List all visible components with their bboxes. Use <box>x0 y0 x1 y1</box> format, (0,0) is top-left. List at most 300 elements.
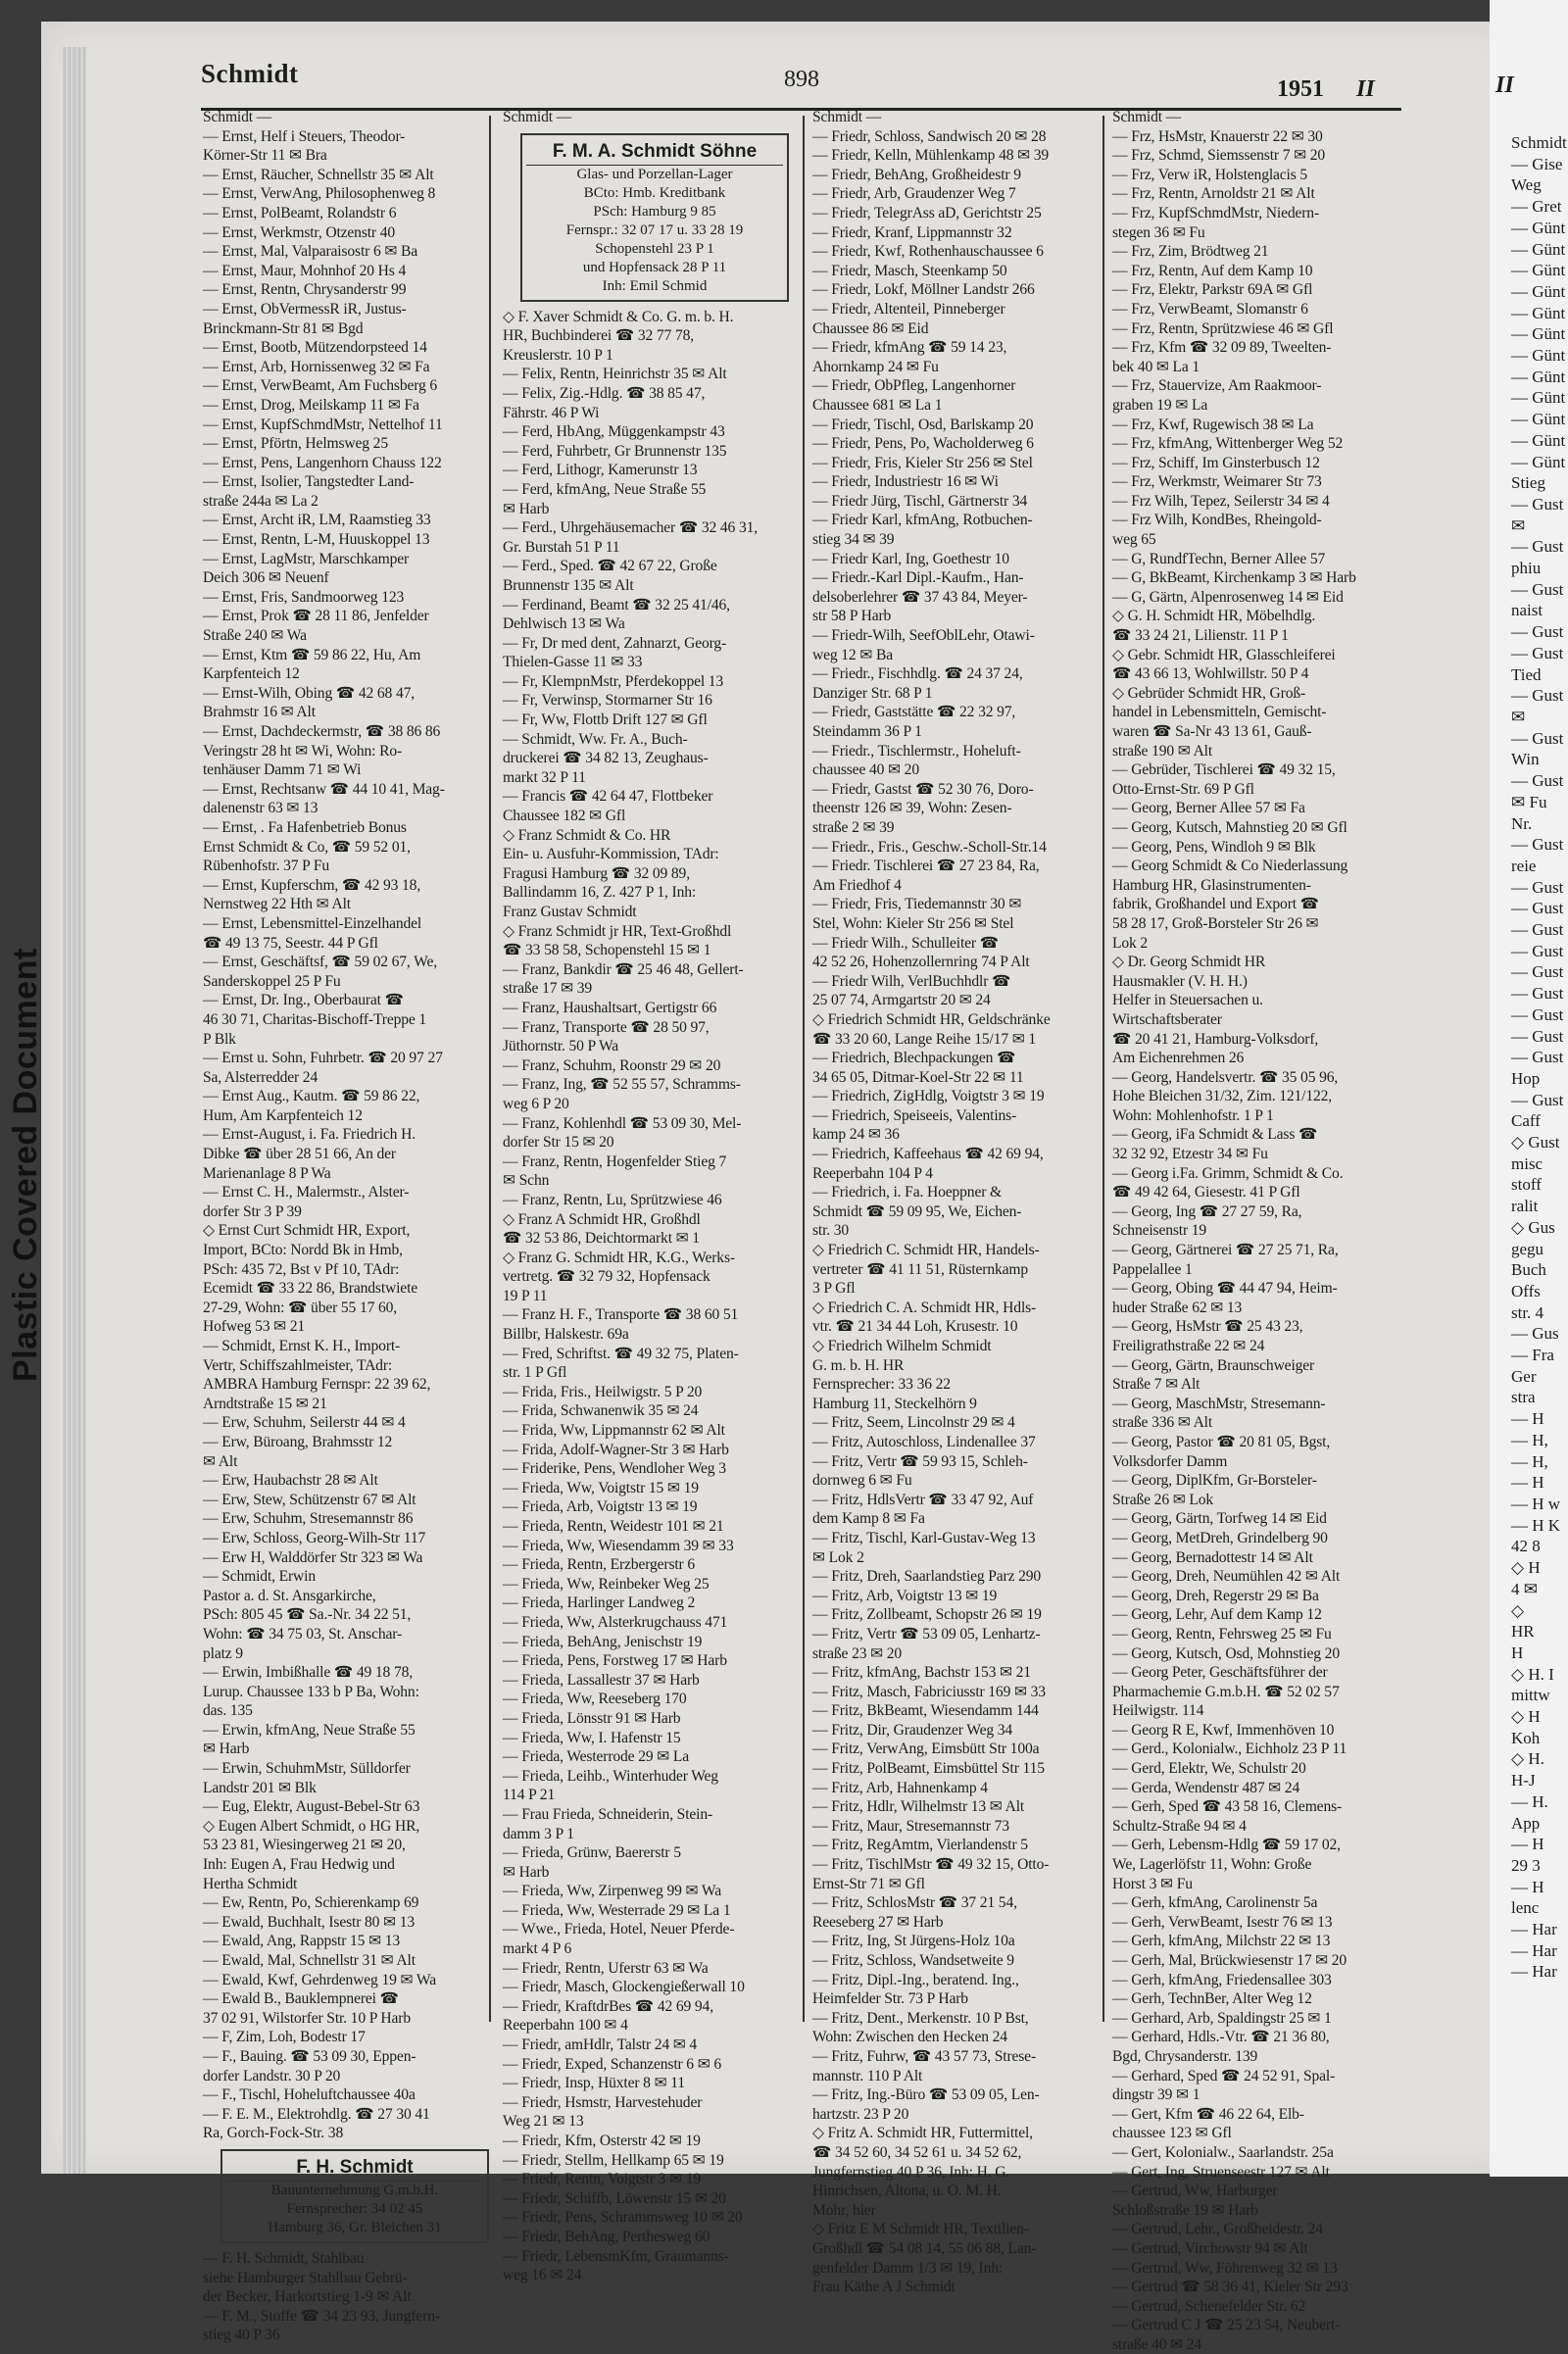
adjacent-entry-fragment: — Gust <box>1511 984 1564 1004</box>
directory-entry-line: — Fritz, TischlMstr ☎ 49 32 15, Otto- <box>812 1856 1050 1874</box>
adjacent-entry-fragment: — H <box>1511 1877 1544 1896</box>
directory-entry-line: — Fritz, Vertr ☎ 53 09 05, Lenhartz- <box>812 1625 1041 1643</box>
adjacent-entry-fragment: Ger <box>1511 1366 1537 1386</box>
adjacent-entry-fragment: — Gust <box>1511 537 1564 557</box>
directory-entry-line: — Frz, Rentn, Sprützwiese 46 ✉ Gfl <box>1112 319 1334 337</box>
directory-entry-line: Ernst Schmidt & Co, ☎ 59 52 01, <box>203 838 411 856</box>
directory-entry-line: — Gert, Ing, Struenseestr 127 ✉ Alt <box>1112 2163 1330 2181</box>
directory-entry-line: Wohn: ☎ 34 75 03, St. Anschar- <box>203 1625 403 1643</box>
adjacent-entry-fragment: mittw <box>1511 1686 1550 1705</box>
directory-entry-line: — Friedrich, i. Fa. Hoeppner & <box>812 1184 1002 1202</box>
directory-entry-line: — Ewald, Kwf, Gehrdenweg 19 ✉ Wa <box>203 1971 436 1988</box>
page-number: 898 <box>784 67 819 92</box>
directory-entry-line: — Frz, kfmAng, Wittenberger Weg 52 <box>1112 435 1344 453</box>
directory-entry-line: — Frieda, Ww, I. Hafenstr 15 <box>503 1729 681 1746</box>
directory-entry-line: Steindamm 36 P 1 <box>812 723 922 740</box>
directory-entry-line: — Georg Schmidt & Co Niederlassung <box>1112 858 1348 875</box>
directory-column-2 <box>503 108 795 2284</box>
adjacent-entry-fragment: — Gus <box>1511 1324 1559 1344</box>
adjacent-entry-fragment: ralit <box>1511 1197 1539 1216</box>
directory-entry-line: straße 40 ✉ 24 <box>1112 2335 1202 2353</box>
ad-line: PSch: Hamburg 9 85 <box>593 203 716 220</box>
adjacent-entry-fragment: misc <box>1511 1153 1544 1173</box>
directory-column-4 <box>1112 108 1404 2353</box>
directory-entry-line: — Gerhard, Hdls.-Vtr. ☎ 21 36 80, <box>1112 2029 1330 2046</box>
directory-entry-line: dingstr 39 ✉ 1 <box>1112 2086 1200 2104</box>
directory-entry-line: — Frz, Verw iR, Holstenglacis 5 <box>1112 166 1308 183</box>
directory-entry-line: We, Lagerlöfstr 11, Wohn: Große <box>1112 1856 1312 1874</box>
directory-entry-line: — Franz, Haushaltsart, Gertigstr 66 <box>503 999 717 1016</box>
directory-entry-line: — Frieda, Ww, Wiesendamm 39 ✉ 33 <box>503 1537 734 1554</box>
adjacent-entry-fragment: Caff <box>1511 1111 1541 1131</box>
directory-entry-line: — Georg, DiplKfm, Gr-Borsteler- <box>1112 1472 1317 1490</box>
adjacent-entry-fragment: — Günt <box>1511 452 1566 471</box>
directory-entry-line: — Gertrud, Ww, Harburger <box>1112 2182 1278 2200</box>
directory-entry-line: Ein- u. Ausfuhr-Kommission, TAdr: <box>503 846 719 863</box>
directory-entry-line: ☎ 33 20 60, Lange Reihe 15/17 ✉ 1 <box>812 1030 1037 1048</box>
directory-entry-line: — Friedr., Tischlermstr., Hoheluft- <box>812 742 1021 760</box>
directory-entry-line: — Friedr, Exped, Schanzenstr 6 ✉ 6 <box>503 2055 722 2073</box>
directory-entry-line: markt 4 P 6 <box>503 1940 572 1958</box>
directory-entry-line: ✉ Harb <box>503 1863 550 1881</box>
directory-entry-line: Sanderskoppel 25 P Fu <box>203 972 341 990</box>
directory-entry-line: — Georg, Pens, Windloh 9 ✉ Blk <box>1112 838 1316 856</box>
directory-column-1 <box>203 108 495 2344</box>
directory-entry-line: — Ernst Aug., Kautm. ☎ 59 86 22, <box>203 1088 420 1105</box>
directory-entry-line: — Gerh, Sped ☎ 43 58 16, Clemens- <box>1112 1798 1343 1816</box>
directory-entry-line: ✉ Harb <box>203 1741 250 1758</box>
directory-entry-line: siehe Hamburger Stahlbau Gebrü- <box>203 2269 408 2286</box>
directory-entry-line: das. 135 <box>203 1702 253 1720</box>
directory-entry-line: — Fritz, Ing, St Jürgens-Holz 10a <box>812 1933 1015 1950</box>
directory-entry-line: — Friedr, Tischl, Osd, Barlskamp 20 <box>812 416 1034 433</box>
directory-entry-line: — F., Bauing. ☎ 53 09 30, Eppen- <box>203 2047 416 2065</box>
directory-entry-line: — Frida, Schwanenwik 35 ✉ 24 <box>503 1402 699 1420</box>
directory-entry-line: dem Kamp 8 ✉ Fa <box>812 1510 925 1528</box>
directory-entry-line: — Gerhard, Sped ☎ 24 52 91, Spal- <box>1112 2067 1336 2084</box>
directory-column-3 <box>812 108 1104 2296</box>
directory-entry-line: Fernsprecher: 33 36 22 <box>812 1376 951 1394</box>
directory-entry-line: — Gebrüder, Tischlerei ☎ 49 32 15, <box>1112 761 1336 779</box>
directory-entry-line: — Fritz, Arb, Voigtstr 13 ✉ 19 <box>812 1587 998 1604</box>
directory-entry-line: — Friedr. Tischlerei ☎ 27 23 84, Ra, <box>812 858 1040 875</box>
adjacent-entry-fragment: — Gust <box>1511 1090 1564 1109</box>
directory-entry-line: Franz Gustav Schmidt <box>503 904 637 920</box>
directory-entry-line: 114 P 21 <box>503 1787 556 1804</box>
directory-entry-line: — Friderike, Pens, Wendloher Weg 3 <box>503 1460 726 1478</box>
directory-entry-line: Hofweg 53 ✉ 21 <box>203 1318 306 1336</box>
directory-entry-line: — Ernst, Pförtn, Helmsweg 25 <box>203 435 388 453</box>
directory-entry-line: — Gerd, Elektr, We, Schulstr 20 <box>1112 1760 1306 1778</box>
directory-entry-line: ◇ Friedrich C. A. Schmidt HR, Hdls- <box>812 1299 1037 1316</box>
directory-entry-line: — Fritz, Maur, Stresemannstr 73 <box>812 1817 1009 1835</box>
adjacent-entry-fragment: — Gust <box>1511 643 1564 662</box>
directory-entry-line: — Erw, Schloss, Georg-Wilh-Str 117 <box>203 1529 426 1546</box>
directory-entry-line: 27-29, Wohn: ☎ über 55 17 60, <box>203 1299 398 1316</box>
adjacent-entry-fragment: Offs <box>1511 1281 1541 1300</box>
directory-entry-line: — Ferd, HbAng, Müggenkampstr 43 <box>503 423 725 441</box>
directory-entry-line: — Ernst, Maur, Mohnhof 20 Hs 4 <box>203 262 407 279</box>
directory-entry-line: Danziger Str. 68 P 1 <box>812 684 933 702</box>
directory-entry-line: Frau Käthe A J Schmidt <box>812 2279 956 2296</box>
directory-entry-line: dalenenstr 63 ✉ 13 <box>203 800 318 817</box>
directory-entry-line: ◇ Gebrüder Schmidt HR, Groß- <box>1112 684 1306 702</box>
directory-entry-line: — Friedr, Fris, Kieler Str 256 ✉ Stel <box>812 454 1033 471</box>
directory-entry-line: — Fred, Schriftst. ☎ 49 32 75, Platen- <box>503 1345 739 1362</box>
directory-entry-line: Landstr 201 ✉ Blk <box>203 1779 317 1796</box>
directory-entry-line: Stel, Wohn: Kieler Str 256 ✉ Stel <box>812 914 1014 932</box>
directory-entry-line: 19 P 11 <box>503 1287 548 1304</box>
running-head-name: Schmidt <box>201 59 299 88</box>
directory-entry-line: — Georg, Ing ☎ 27 27 59, Ra, <box>1112 1202 1302 1220</box>
ad-line: Inh: Emil Schmid <box>602 277 708 294</box>
adjacent-entry-fragment: ◇ H <box>1511 1558 1541 1578</box>
directory-entry-line: dornweg 6 ✉ Fu <box>812 1472 912 1490</box>
directory-entry-line: Hum, Am Karpfenteich 12 <box>203 1106 363 1124</box>
directory-entry-line: — Ernst, KupfSchmdMstr, Nettelhof 11 <box>203 416 443 433</box>
directory-entry-line: Deich 306 ✉ Neuenf <box>203 569 329 587</box>
directory-entry-line: ☎ 32 53 86, Deichtormarkt ✉ 1 <box>503 1230 700 1248</box>
adjacent-entry-fragment: ◇ <box>1511 1600 1525 1620</box>
directory-entry-line: — Frieda, BehAng, Jenischstr 19 <box>503 1633 703 1650</box>
directory-entry-line: — Frieda, Rentn, Erzbergerstr 6 <box>503 1556 695 1574</box>
adjacent-entry-fragment: — Günt <box>1511 281 1566 301</box>
directory-entry-line: — Friedr, BehAng, Großheidestr 9 <box>812 166 1021 183</box>
directory-entry-line: — Ewald B., Bauklempnerei ☎ <box>203 1990 399 2008</box>
directory-entry-line: — Ernst, Dr. Ing., Oberbaurat ☎ <box>203 992 404 1009</box>
directory-entry-line: — Friedr, Schiffb, Löwenstr 15 ✉ 20 <box>503 2189 726 2207</box>
adjacent-entry-fragment: — Günt <box>1511 388 1566 408</box>
directory-entry-line: ◇ Franz Schmidt jr HR, Text-Großhdl <box>503 922 732 940</box>
directory-entry-line: Arndtstraße 15 ✉ 21 <box>203 1395 327 1412</box>
directory-entry-line: — Georg, Handelsvertr. ☎ 35 05 96, <box>1112 1068 1339 1086</box>
directory-entry-line: — Frz, Rentn, Auf dem Kamp 10 <box>1112 262 1313 279</box>
directory-entry-line: — Frieda, Leihb., Winterhuder Weg <box>503 1767 718 1785</box>
directory-entry-line: Import, BCto: Nordd Bk in Hmb, <box>203 1242 403 1259</box>
directory-entry-line: ☎ 34 52 60, 34 52 61 u. 34 52 62, <box>812 2143 1022 2161</box>
directory-entry-line: — Friedr, KraftdrBes ☎ 42 69 94, <box>503 1997 713 2015</box>
directory-entry-line: — Gerh, Mal, Brückwiesenstr 17 ✉ 20 <box>1112 1952 1348 1969</box>
adjacent-volume-number: II <box>1495 73 1514 98</box>
directory-entry-line: — Frz, Schmd, Siemssenstr 7 ✉ 20 <box>1112 147 1326 165</box>
directory-entry-line: — Friedr, Fris, Tiedemannstr 30 ✉ <box>812 896 1022 913</box>
directory-entry-line: — Erw, Büroang, Brahmsstr 12 <box>203 1433 393 1450</box>
adjacent-entry-fragment: Schmidt <box>1511 133 1567 152</box>
directory-entry-line: — Franz H. F., Transporte ☎ 38 60 51 <box>503 1306 739 1324</box>
directory-entry-line: — Ernst, Lebensmittel-Einzelhandel <box>203 914 422 932</box>
directory-entry-line: — Fritz, HdlsVertr ☎ 33 47 92, Auf <box>812 1491 1034 1508</box>
directory-entry-line: — Frz, KupfSchmdMstr, Niedern- <box>1112 204 1319 221</box>
directory-entry-line: Karpfenteich 12 <box>203 665 300 683</box>
directory-entry-line: — Friedr, Lokf, Möllner Landstr 266 <box>812 281 1035 299</box>
directory-entry-line: vertretg. ☎ 32 79 32, Hopfensack <box>503 1268 710 1286</box>
directory-entry-line: — Gertrud, Virchowstr 94 ✉ Alt <box>1112 2239 1308 2257</box>
directory-entry-line: — Frieda, Ww, Zirpenweg 99 ✉ Wa <box>503 1883 721 1900</box>
directory-entry-line: Fragusi Hamburg ☎ 32 09 89, <box>503 864 690 882</box>
adjacent-entry-fragment: — Gust <box>1511 622 1564 642</box>
directory-entry-line: — Frieda, Ww, Reeseberg 170 <box>503 1691 687 1708</box>
directory-entry-line: — Friedrich, Speiseeis, Valentins- <box>812 1106 1017 1124</box>
directory-entry-line: Jüthornstr. 50 P Wa <box>503 1038 619 1055</box>
directory-entry-line: fabrik, Großhandel und Export ☎ <box>1112 896 1319 913</box>
directory-entry-line: — Fritz, Arb, Hahnenkamp 4 <box>812 1779 988 1796</box>
directory-entry-line: — Georg, Dreh, Neumühlen 42 ✉ Alt <box>1112 1568 1341 1586</box>
directory-entry-line: Wohn: Mohlenhofstr. 1 P 1 <box>1112 1106 1274 1124</box>
directory-entry-line: ☎ 43 66 13, Wohlwillstr. 50 P 4 <box>1112 665 1309 683</box>
directory-entry-line: — Frz Wilh, Tepez, Seilerstr 34 ✉ 4 <box>1112 492 1330 510</box>
directory-entry-line: ◇ Friedrich C. Schmidt HR, Handels- <box>812 1242 1040 1259</box>
directory-entry-line: — Frieda, Ww, Alsterkrugchauss 471 <box>503 1613 728 1631</box>
directory-entry-line: — Friedr, Kranf, Lippmannstr 32 <box>812 223 1012 241</box>
directory-entry-line: Ecemidt ☎ 33 22 86, Brandstwiete <box>203 1280 418 1298</box>
directory-entry-line: — Ferd, Lithogr, Kamerunstr 13 <box>503 462 698 479</box>
directory-entry-line: — Gert, Kfm ☎ 46 22 64, Elb- <box>1112 2105 1304 2123</box>
adjacent-entry-fragment: Buch <box>1511 1260 1546 1280</box>
directory-entry-line: — Georg i.Fa. Grimm, Schmidt & Co. <box>1112 1164 1344 1182</box>
directory-entry-line: — Ernst, Rechtsanw ☎ 44 10 41, Mag- <box>203 780 445 798</box>
directory-entry-line: damm 3 P 1 <box>503 1825 574 1842</box>
directory-entry-line: — Georg, Obing ☎ 44 47 94, Heim- <box>1112 1280 1338 1298</box>
directory-entry-line: dorfer Str 3 P 39 <box>203 1202 302 1220</box>
boxed-advertisement <box>220 2149 489 2243</box>
directory-entry-line: PSch: 805 45 ☎ Sa.-Nr. 34 22 51, <box>203 1606 412 1624</box>
directory-entry-line: ✉ Schn <box>503 1172 550 1190</box>
directory-entry-line: stieg 34 ✉ 39 <box>812 531 895 549</box>
ad-line: Glas- und Porzellan-Lager <box>576 166 733 182</box>
directory-entry-line: 25 07 74, Armgartstr 20 ✉ 24 <box>812 992 991 1009</box>
adjacent-entry-fragment: — H K <box>1511 1515 1561 1535</box>
directory-entry-line: straße 190 ✉ Alt <box>1112 742 1213 760</box>
directory-entry-line: tenhäuser Damm 71 ✉ Wi <box>203 761 362 779</box>
directory-entry-line: Vertr, Schiffszahlmeister, TAdr: <box>203 1356 393 1374</box>
directory-entry-line: theenstr 126 ✉ 39, Wohn: Zesen- <box>812 800 1012 817</box>
directory-entry-line: Chaussee 182 ✉ Gfl <box>503 808 626 825</box>
directory-entry-line: Weg 21 ✉ 13 <box>503 2113 584 2131</box>
directory-entry-line: — Ernst, LagMstr, Marschkamper <box>203 550 410 567</box>
directory-entry-line: Ernst-Str 71 ✉ Gfl <box>812 1875 925 1892</box>
directory-entry-line: — Fritz, Autoschloss, Lindenallee 37 <box>812 1433 1036 1450</box>
directory-entry-line: Thielen-Gasse 11 ✉ 33 <box>503 654 643 671</box>
directory-entry-line: — Frz, Elektr, Parkstr 69A ✉ Gfl <box>1112 281 1313 299</box>
directory-entry-line: Pastor a. d. St. Ansgarkirche, <box>203 1587 376 1604</box>
directory-entry-line: chaussee 123 ✉ Gfl <box>1112 2125 1232 2142</box>
directory-entry-line: — Friedr, Schloss, Sandwisch 20 ✉ 28 <box>812 127 1047 145</box>
directory-entry-line: — Ferd., Uhrgehäusemacher ☎ 32 46 31, <box>503 519 758 537</box>
directory-entry-line: — Friedr, Pens, Po, Wacholderweg 6 <box>812 435 1034 453</box>
directory-entry-line: — Erwin, kfmAng, Neue Straße 55 <box>203 1721 416 1739</box>
adjacent-entry-fragment: — Gust <box>1511 877 1564 897</box>
directory-entry-line: 32 32 92, Etzestr 34 ✉ Fu <box>1112 1146 1268 1163</box>
directory-entry-line: Hamburg HR, Glasinstrumenten- <box>1112 876 1311 894</box>
directory-entry-line: 46 30 71, Charitas-Bischoff-Treppe 1 <box>203 1010 427 1028</box>
directory-entry-line: — Frieda, Lassallestr 37 ✉ Harb <box>503 1671 700 1689</box>
directory-entry-line: — Franz, Ing, ☎ 52 55 57, Schramms- <box>503 1076 741 1094</box>
directory-entry-line: — Schmidt, Ww. Fr. A., Buch- <box>503 730 688 748</box>
directory-entry-line: — Friedr, Masch, Steenkamp 50 <box>812 262 1007 279</box>
directory-entry-line: — Erwin, Imbißhalle ☎ 49 18 78, <box>203 1664 413 1682</box>
adjacent-entry-fragment: — H w <box>1511 1495 1561 1513</box>
directory-entry-line: Reeperbahn 100 ✉ 4 <box>503 2017 628 2035</box>
directory-entry-line: Freiligrathstraße 22 ✉ 24 <box>1112 1338 1265 1354</box>
directory-entry-line: 53 23 81, Wiesingerweg 21 ✉ 20, <box>203 1837 406 1854</box>
ad-line: Bauunternehmung G.m.b.H. <box>270 2182 439 2198</box>
directory-entry-line: — Fritz, Fuhrw, ☎ 43 57 73, Strese- <box>812 2047 1036 2065</box>
adjacent-entry-fragment: — Gust <box>1511 494 1564 514</box>
directory-entry-line: huder Straße 62 ✉ 13 <box>1112 1299 1243 1316</box>
adjacent-entry-fragment: — Gust <box>1511 941 1564 960</box>
directory-entry-line: straße 336 ✉ Alt <box>1112 1414 1213 1432</box>
adjacent-entry-fragment: Win <box>1511 750 1540 769</box>
directory-entry-line: ☎ 49 42 64, Giesestr. 41 P Gfl <box>1112 1184 1300 1202</box>
directory-entry-line: Schultz-Straße 94 ✉ 4 <box>1112 1817 1247 1835</box>
directory-entry-line: — Gertrud, Lehr., Großheidestr. 24 <box>1112 2221 1323 2238</box>
directory-entry-line: — Ernst, . Fa Hafenbetrieb Bonus <box>203 818 407 836</box>
directory-entry-line: — Ewald, Ang, Rappstr 15 ✉ 13 <box>203 1933 401 1950</box>
ad-title: F. M. A. Schmidt Söhne <box>526 139 783 166</box>
directory-entry-line: delsoberlehrer ☎ 37 43 84, Meyer- <box>812 588 1028 606</box>
directory-entry-line: — Frau Frieda, Schneiderin, Stein- <box>503 1805 713 1823</box>
adjacent-entry-fragment: — Günt <box>1511 410 1566 429</box>
side-label-banner <box>0 0 51 1382</box>
directory-entry-line: — Friedr., Fris., Geschw.-Scholl-Str.14 <box>812 838 1047 856</box>
directory-entry-line: Straße 26 ✉ Lok <box>1112 1491 1214 1508</box>
directory-entry-line: 58 28 17, Groß-Borsteler Str 26 ✉ <box>1112 914 1319 932</box>
directory-entry-line: — Georg, Dreh, Regerstr 29 ✉ Ba <box>1112 1587 1319 1604</box>
directory-entry-line: — Friedr, Gaststätte ☎ 22 32 97, <box>812 704 1016 721</box>
adjacent-entry-fragment: 42 8 <box>1511 1537 1541 1556</box>
adjacent-entry-fragment: — Gust <box>1511 728 1564 748</box>
directory-entry-line: — Friedr, Insp, Hüxter 8 ✉ 11 <box>503 2075 685 2092</box>
adjacent-entry-fragment: reie <box>1511 856 1537 875</box>
directory-entry-line: Inh: Eugen A, Frau Hedwig und <box>203 1856 395 1874</box>
directory-entry-line: — Erw, Stew, Schützenstr 67 ✉ Alt <box>203 1491 416 1508</box>
directory-entry-line: — Ernst, PolBeamt, Rolandstr 6 <box>203 204 397 221</box>
directory-entry-line: Horst 3 ✉ Fu <box>1112 1875 1193 1892</box>
directory-entry-line: Straße 7 ✉ Alt <box>1112 1376 1200 1394</box>
directory-entry-line: Ahornkamp 24 ✉ Fu <box>812 358 939 375</box>
directory-entry-line: Am Friedhof 4 <box>812 876 902 894</box>
directory-entry-line: AMBRA Hamburg Fernspr: 22 39 62, <box>203 1376 431 1394</box>
directory-entry-line: — Erwin, SchuhmMstr, Sülldorfer <box>203 1760 411 1778</box>
directory-entry-line: — F., Tischl, Hoheluftchaussee 40a <box>203 2086 416 2104</box>
directory-entry-line: — Ernst, Pens, Langenhorn Chauss 122 <box>203 454 442 471</box>
adjacent-entry-fragment: — Har <box>1511 1940 1557 1960</box>
directory-entry-line: — Friedr, Rentn, Voigtstr 3 ✉ 19 <box>503 2171 701 2188</box>
adjacent-entry-fragment: phiu <box>1511 559 1542 578</box>
adjacent-entry-fragment: — Gust <box>1511 1026 1564 1046</box>
directory-entry-line: Heilwigstr. 114 <box>1112 1702 1204 1720</box>
directory-entry-line: — Friedr, LebensmKfm, Graumanns- <box>503 2247 729 2265</box>
directory-entry-line: — Friedr, Altenteil, Pinneberger <box>812 300 1005 318</box>
adjacent-entry-fragment: — Günt <box>1511 218 1566 237</box>
directory-entry-line: — Friedr, ObPfleg, Langenhorner <box>812 377 1016 395</box>
directory-entry-line: Nernstweg 22 Hth ✉ Alt <box>203 896 351 913</box>
ad-line: BCto: Hmb. Kreditbank <box>583 184 726 201</box>
directory-entry-line: — Georg, MaschMstr, Stresemann- <box>1112 1395 1326 1412</box>
directory-entry-line: Ra, Gorch-Fock-Str. 38 <box>203 2125 344 2142</box>
directory-entry-line: — Ernst, Arb, Hornissenweg 32 ✉ Fa <box>203 358 430 375</box>
directory-entry-line: — F. E. M., Elektrohdlg. ☎ 27 30 41 <box>203 2105 430 2123</box>
directory-entry-line: Helfer in Steuersachen u. <box>1112 992 1263 1009</box>
directory-entry-line: — Franz, Rentn, Hogenfelder Stieg 7 <box>503 1152 727 1170</box>
adjacent-entry-fragment: Koh <box>1511 1728 1541 1747</box>
adjacent-entry-fragment: 4 ✉ <box>1511 1579 1538 1598</box>
adjacent-entry-fragment: — H, <box>1511 1430 1548 1449</box>
directory-entry-line: — Gerh, kfmAng, Friedensallee 303 <box>1112 1971 1332 1988</box>
directory-entry-line: Straße 240 ✉ Wa <box>203 627 307 645</box>
directory-entry-line: Brunnenstr 135 ✉ Alt <box>503 576 634 594</box>
directory-entry-line: — Frz, Stauervize, Am Raakmoor- <box>1112 377 1322 395</box>
column-continuation-head: Schmidt — <box>1112 109 1182 125</box>
adjacent-entry-fragment: HR <box>1511 1622 1535 1642</box>
directory-entry-line: — Ewald, Buchhalt, Isestr 80 ✉ 13 <box>203 1913 415 1931</box>
directory-entry-line: G. m. b. H. HR <box>812 1356 905 1374</box>
directory-entry-line: — Georg, HsMstr ☎ 25 43 23, <box>1112 1318 1303 1336</box>
directory-entry-line: Großhdl ☎ 54 08 14, 55 06 88, Lan- <box>812 2239 1037 2257</box>
directory-entry-line: — Erw H, Walddörfer Str 323 ✉ Wa <box>203 1548 423 1566</box>
adjacent-entry-fragment: — H, <box>1511 1451 1548 1471</box>
directory-entry-line: Gr. Burstah 51 P 11 <box>503 538 620 556</box>
directory-entry-line: Billbr, Halskestr. 69a <box>503 1326 629 1344</box>
directory-entry-line: Schloßstraße 19 ✉ Harb <box>1112 2201 1258 2219</box>
directory-entry-line: — Georg, MetDreh, Grindelberg 90 <box>1112 1529 1328 1546</box>
directory-entry-line: ◇ Ernst Curt Schmidt HR, Export, <box>203 1222 411 1240</box>
directory-entry-line: — Georg, Kutsch, Mahnstieg 20 ✉ Gfl <box>1112 818 1348 836</box>
directory-entry-line: handel in Lebensmitteln, Gemischt- <box>1112 704 1327 721</box>
directory-entry-line: genfelder Damm 1/3 ✉ 19, Inh: <box>812 2259 1004 2277</box>
ad-line: und Hopfensack 28 P 11 <box>582 259 727 275</box>
adjacent-entry-fragment: ◇ H. <box>1511 1749 1544 1769</box>
directory-entry-line: — Frieda, Westerrode 29 ✉ La <box>503 1748 690 1766</box>
directory-entry-line: — Fritz, PolBeamt, Eimsbüttel Str 115 <box>812 1760 1045 1778</box>
directory-entry-line: — Fr, KlempnMstr, Pferdekoppel 13 <box>503 672 724 690</box>
adjacent-entry-fragment: — Gust <box>1511 920 1564 940</box>
directory-entry-line: — Friedr, Industriestr 16 ✉ Wi <box>812 473 999 491</box>
directory-entry-line: ◇ G. H. Schmidt HR, Möbelhdlg. <box>1112 608 1316 625</box>
directory-entry-line: 37 02 91, Wilstorfer Str. 10 P Harb <box>203 2009 411 2027</box>
directory-entry-line: — Fritz, Vertr ☎ 59 93 15, Schleh- <box>812 1452 1028 1470</box>
directory-entry-line: — Gertrud, Ww, Föhrenweg 32 ✉ 13 <box>1112 2259 1338 2277</box>
directory-entry-line: Rübenhofstr. 37 P Fu <box>203 858 329 875</box>
adjacent-entry-fragment: — Gust <box>1511 579 1564 599</box>
directory-entry-line: — Ferd, kfmAng, Neue Straße 55 <box>503 480 707 498</box>
directory-entry-line: — Ernst, Dachdeckermstr, ☎ 38 86 86 <box>203 723 441 740</box>
directory-entry-line: — Erw, Schuhm, Stresemannstr 86 <box>203 1510 414 1528</box>
directory-entry-line: — Franz, Rentn, Lu, Sprützwiese 46 <box>503 1191 722 1208</box>
directory-entry-line: — Frz, Schiff, Im Ginsterbusch 12 <box>1112 454 1320 471</box>
directory-entry-line: str. 30 <box>812 1222 850 1240</box>
directory-entry-line: — Friedr, amHdlr, Talstr 24 ✉ 4 <box>503 2036 698 2054</box>
directory-entry-line: Otto-Ernst-Str. 69 P Gfl <box>1112 780 1254 798</box>
directory-entry-line: — Fritz, SchlosMstr ☎ 37 21 54, <box>812 1894 1017 1912</box>
directory-entry-line: — Friedr Jürg, Tischl, Gärtnerstr 34 <box>812 492 1028 510</box>
directory-entry-line: Marienanlage 8 P Wa <box>203 1164 331 1182</box>
directory-entry-line: — Frieda, Harlinger Landweg 2 <box>503 1594 696 1612</box>
directory-entry-line: — Fr, Dr med dent, Zahnarzt, Georg- <box>503 634 727 652</box>
directory-entry-line: ◇ Friedrich Wilhelm Schmidt <box>812 1338 992 1354</box>
directory-entry-line: — Frz, Kwf, Rugewisch 38 ✉ La <box>1112 416 1314 433</box>
adjacent-entry-fragment: Stieg <box>1511 473 1545 493</box>
directory-entry-line: — Fr, Ww, Flottb Drift 127 ✉ Gfl <box>503 711 708 729</box>
directory-entry-line: — Ernst C. H., Malermstr., Alster- <box>203 1184 410 1202</box>
adjacent-entry-fragment: Hop <box>1511 1068 1541 1088</box>
directory-entry-line: — Ernst, Prok ☎ 28 11 86, Jenfelder <box>203 608 429 625</box>
directory-entry-line: — F, Zim, Loh, Bodestr 17 <box>203 2029 366 2046</box>
directory-entry-line: — Friedr Karl, Ing, Goethestr 10 <box>812 550 1009 567</box>
volume-number: II <box>1356 76 1375 102</box>
directory-entry-line: druckerei ☎ 34 82 13, Zeughaus- <box>503 750 709 767</box>
adjacent-entry-fragment: ◇ Gust <box>1511 1133 1560 1152</box>
